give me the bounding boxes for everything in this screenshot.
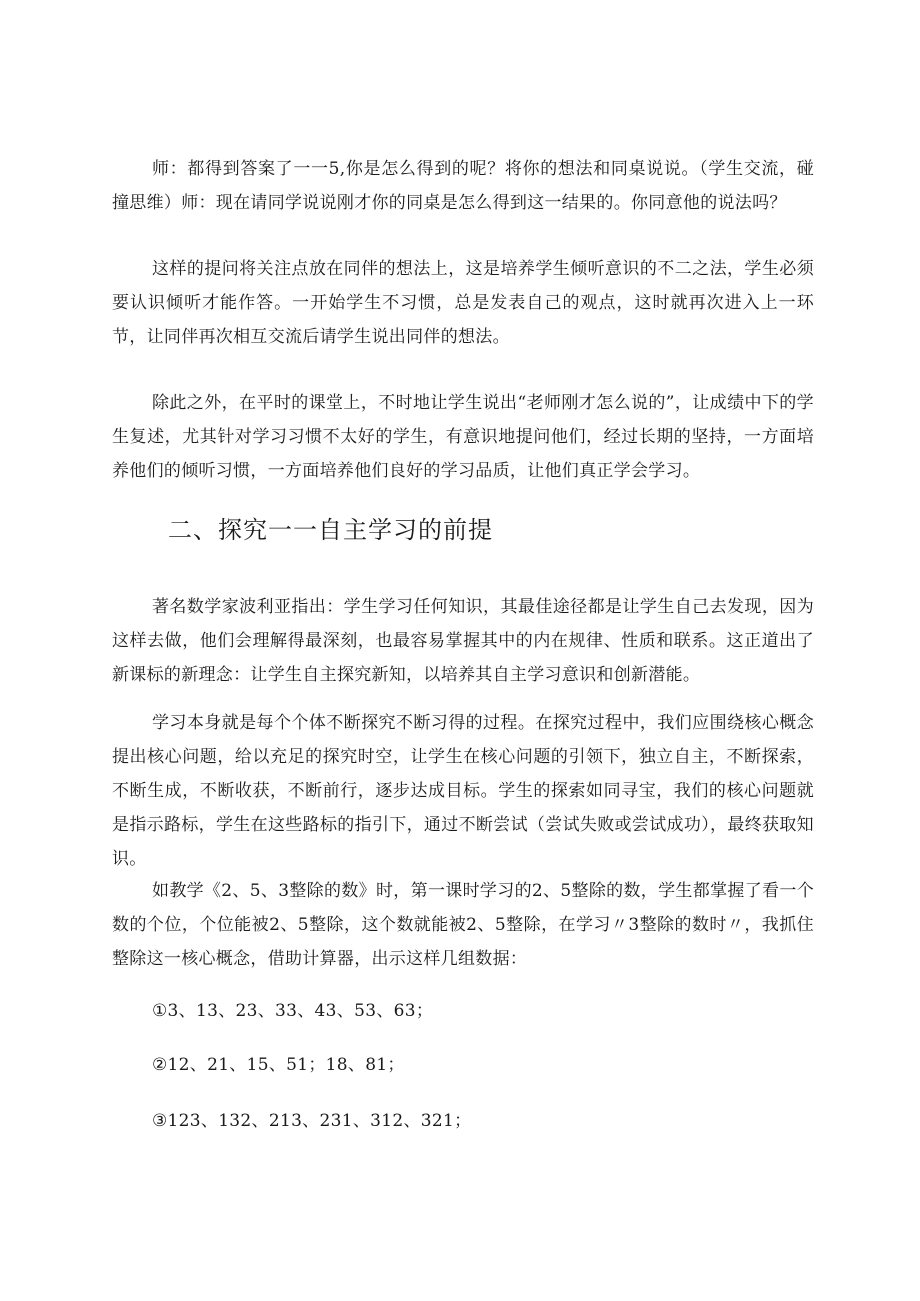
list-item: ①3、13、23、33、43、53、63；	[152, 1001, 434, 1021]
paragraph-teacher-dialogue: 师：都得到答案了一一5,你是怎么得到的呢？将你的想法和同桌说说。（学生交流，碰撞思维）师：现在请同学说说刚才你的同桌是怎么得到这一结果的。你同意他的说法吗？	[112, 159, 814, 213]
section-heading: 二、探究一一自主学习的前提	[168, 516, 493, 544]
list-item: ③123、132、213、231、312、321；	[152, 1111, 472, 1131]
list-item: ②12、21、15、51；18、81；	[152, 1055, 405, 1075]
paragraph-beyond-class: 除此之外，在平时的课堂上，不时地让学生说出“老师刚才怎么说的”，让成绩中下的学生复述，尤其针对学习习惯不太好的学生，有意识地提问他们，经过长期的坚持，一方面培养他们的倾听习惯，一方面培养他们良好的学习品质，让他们真正学会学习。	[112, 393, 814, 481]
paragraph-listening-questions: 这样的提问将关注点放在同伴的想法上，这是培养学生倾听意识的不二之法，学生必须要认识倾听才能作答。一开始学生不习惯，总是发表自己的观点，这时就再次进入上一环节，让同伴再次相互交流后请学生说出同伴的想法。	[112, 259, 814, 347]
paragraph-learning-process: 学习本身就是每个个体不断探究不断习得的过程。在探究过程中，我们应围绕核心概念提出核心问题，给以充足的探究时空，让学生在核心问题的引领下，独立自主，不断探索，不断生成，不断收获，不断前行，逐步达成目标。学生的探索如同寻宝，我们的核心问题就是指示路标，学生在这些路标的指引下，通过不断尝试（尝试失败或尝试成功），最终获取知识。	[112, 713, 814, 869]
paragraph-polya-quote: 著名数学家波利亚指出：学生学习任何知识，其最佳途径都是让学生自己去发现，因为这样去做，他们会理解得最深刻，也最容易掌握其中的内在规律、性质和联系。这正道出了新课标的新理念：让学生自主探究新知，以培养其自主学习意识和创新潜能。	[112, 597, 814, 685]
paragraph-teaching-example: 如教学《2、5、3整除的数》时，第一课时学习的2、5整除的数，学生都掌握了看一个数的个位，个位能被2、5整除，这个数就能被2、5整除，在学习〃3整除的数时〃，我抓住整除这一核心概念，借助计算器，出示这样几组数据：	[112, 881, 814, 969]
